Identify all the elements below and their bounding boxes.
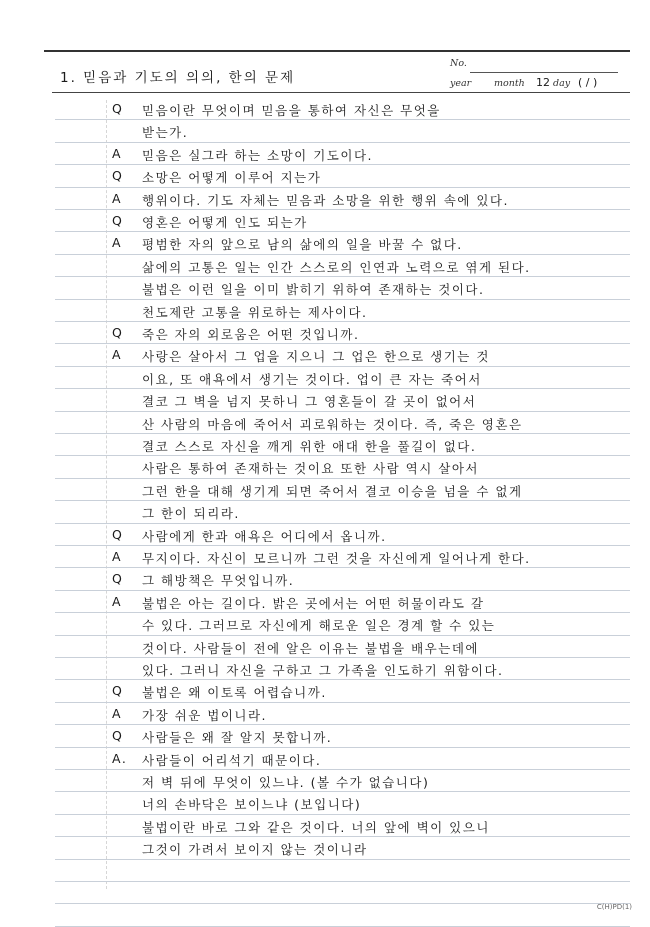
margin-line xyxy=(106,100,107,889)
line-text: 불법은 왜 이토록 어렵습니까. xyxy=(142,685,327,701)
ruled-line xyxy=(55,523,630,524)
ruled-line xyxy=(55,567,630,568)
ruled-line xyxy=(55,724,630,725)
ruled-line xyxy=(55,343,630,344)
line-text: 사람들은 왜 잘 알지 못합니까. xyxy=(142,730,333,746)
ruled-line xyxy=(55,903,630,904)
ruled-line xyxy=(55,814,630,815)
ruled-line xyxy=(55,836,630,837)
year-label: year xyxy=(450,78,472,89)
line-text: 행위이다. 기도 자체는 믿음과 소망을 위한 행위 속에 있다. xyxy=(142,192,509,208)
month-label: month xyxy=(494,78,525,89)
line-marker: A xyxy=(112,190,123,206)
line-text: 수 있다. 그러므로 자신에게 해로운 일은 경계 할 수 있는 xyxy=(142,618,496,634)
ruled-line xyxy=(55,433,630,434)
line-marker: A xyxy=(112,549,123,564)
line-marker: A xyxy=(112,145,123,161)
line-text: 이요, 또 애욕에서 생기는 것이다. 업이 큰 자는 죽어서 xyxy=(142,371,482,387)
ruled-line xyxy=(55,545,630,546)
line-text: 그 해방책은 무엇입니까. xyxy=(142,573,295,589)
line-text: 너의 손바닥은 보이느냐 (보입니다) xyxy=(142,797,362,813)
line-text: 평범한 자의 앞으로 남의 삶에의 일을 바꿀 수 없다. xyxy=(142,237,463,253)
ruled-line xyxy=(55,500,630,501)
line-text: 그것이 가려서 보이지 않는 것이니라 xyxy=(142,842,368,858)
line-text: 불법은 아는 길이다. 밝은 곳에서는 어떤 허물이라도 갈 xyxy=(142,595,485,611)
line-marker: A xyxy=(112,347,123,363)
ruled-line xyxy=(55,612,630,613)
ruled-line xyxy=(55,187,630,188)
ruled-line xyxy=(55,388,630,389)
line-text: 것이다. 사람들이 전에 알은 이유는 불법을 배우는데에 xyxy=(142,640,479,656)
ruled-line xyxy=(55,231,630,232)
line-text: 믿음은 실그라 하는 소망이 기도이다. xyxy=(142,147,373,163)
line-marker: A. xyxy=(112,750,128,766)
ruled-line xyxy=(55,276,630,277)
line-text: 죽은 자의 외로움은 어떤 것입니까. xyxy=(142,327,360,342)
no-label: No. xyxy=(450,58,467,69)
line-marker: Q xyxy=(112,728,124,744)
line-marker: Q xyxy=(112,168,124,184)
line-marker: A xyxy=(112,593,123,609)
ruled-line xyxy=(55,366,630,367)
month-value: 12 xyxy=(536,76,550,89)
ruled-line xyxy=(55,411,630,412)
ruled-line xyxy=(55,209,630,210)
line-text: 불법은 이런 일을 이미 밝히기 위하여 존재하는 것이다. xyxy=(142,282,485,298)
line-text: 그 한이 되리라. xyxy=(142,506,240,522)
ruled-line xyxy=(55,321,630,322)
line-text: 영혼은 어떻게 인도 되는가 xyxy=(142,215,308,230)
ruled-line xyxy=(55,142,630,143)
ruled-line xyxy=(55,164,630,165)
line-text: 소망은 어떻게 이루어 지는가 xyxy=(142,170,322,186)
line-text: 가장 쉬운 법이니라. xyxy=(142,707,268,723)
day-label: day xyxy=(553,78,571,89)
ruled-line xyxy=(55,657,630,658)
page-title: 1. 믿음과 기도의 의의, 한의 문제 xyxy=(60,70,296,86)
ruled-line xyxy=(55,747,630,748)
line-marker: Q xyxy=(112,101,124,116)
title-underline xyxy=(52,92,630,93)
line-marker: A xyxy=(112,235,123,251)
line-text: 결코 그 벽을 넘지 못하니 그 영혼들이 갈 곳이 없어서 xyxy=(142,394,477,410)
ruled-line xyxy=(55,635,630,636)
line-text: 무지이다. 자신이 모르니까 그런 것을 자신에게 일어나게 한다. xyxy=(142,551,531,566)
line-text: 사람은 통하여 존재하는 것이요 또한 사람 역시 살아서 xyxy=(142,461,479,477)
line-text: 사람들이 어리석기 때문이다. xyxy=(142,752,322,768)
ruled-line xyxy=(55,254,630,255)
ruled-line xyxy=(55,679,630,680)
footer-code: C(H)PD(1) xyxy=(596,903,632,911)
line-text: 결코 스스로 자신을 깨게 위한 애대 한을 풀길이 없다. xyxy=(142,439,477,454)
ruled-line xyxy=(55,702,630,703)
ruled-line xyxy=(55,119,630,120)
line-text: 믿음이란 무엇이며 믿음을 통하여 자신은 무엇을 xyxy=(142,103,441,118)
line-marker: Q xyxy=(112,213,124,228)
line-text: 사람에게 한과 애욕은 어디에서 옵니까. xyxy=(142,528,387,544)
line-text: 그런 한을 대해 생기게 되면 죽어서 결코 이승을 넘을 수 없게 xyxy=(142,483,523,499)
line-marker: A xyxy=(112,705,123,721)
day-value: ( / ) xyxy=(578,76,598,89)
line-text: 받는가. xyxy=(142,125,189,141)
ruled-line xyxy=(55,791,630,792)
line-text: 산 사람의 마음에 죽어서 괴로워하는 것이다. 즉, 죽은 영혼은 xyxy=(142,416,523,432)
line-marker: Q xyxy=(112,526,124,542)
ruled-line xyxy=(55,478,630,479)
ruled-line xyxy=(55,769,630,770)
ruled-line xyxy=(55,881,630,882)
ruled-line xyxy=(55,299,630,300)
line-marker: Q xyxy=(112,325,124,340)
ruled-line xyxy=(55,859,630,860)
top-rule xyxy=(44,50,630,52)
no-underline xyxy=(470,72,618,73)
line-text: 있다. 그러니 자신을 구하고 그 가족을 인도하기 위함이다. xyxy=(142,663,504,678)
line-marker: Q xyxy=(112,571,124,587)
line-text: 불법이란 바로 그와 같은 것이다. 너의 앞에 벽이 있으니 xyxy=(142,819,490,835)
ruled-line xyxy=(55,590,630,591)
ruled-line xyxy=(55,455,630,456)
line-text: 천도제란 고통을 위로하는 제사이다. xyxy=(142,304,368,320)
line-text: 삶에의 고통은 일는 인간 스스로의 인연과 노력으로 엮게 된다. xyxy=(142,259,531,275)
line-text: 저 벽 뒤에 무엇이 있느냐. (볼 수가 없습니다) xyxy=(142,775,430,790)
line-text: 사랑은 살아서 그 업을 지으니 그 업은 한으로 생기는 것 xyxy=(142,349,490,365)
line-marker: Q xyxy=(112,683,124,699)
